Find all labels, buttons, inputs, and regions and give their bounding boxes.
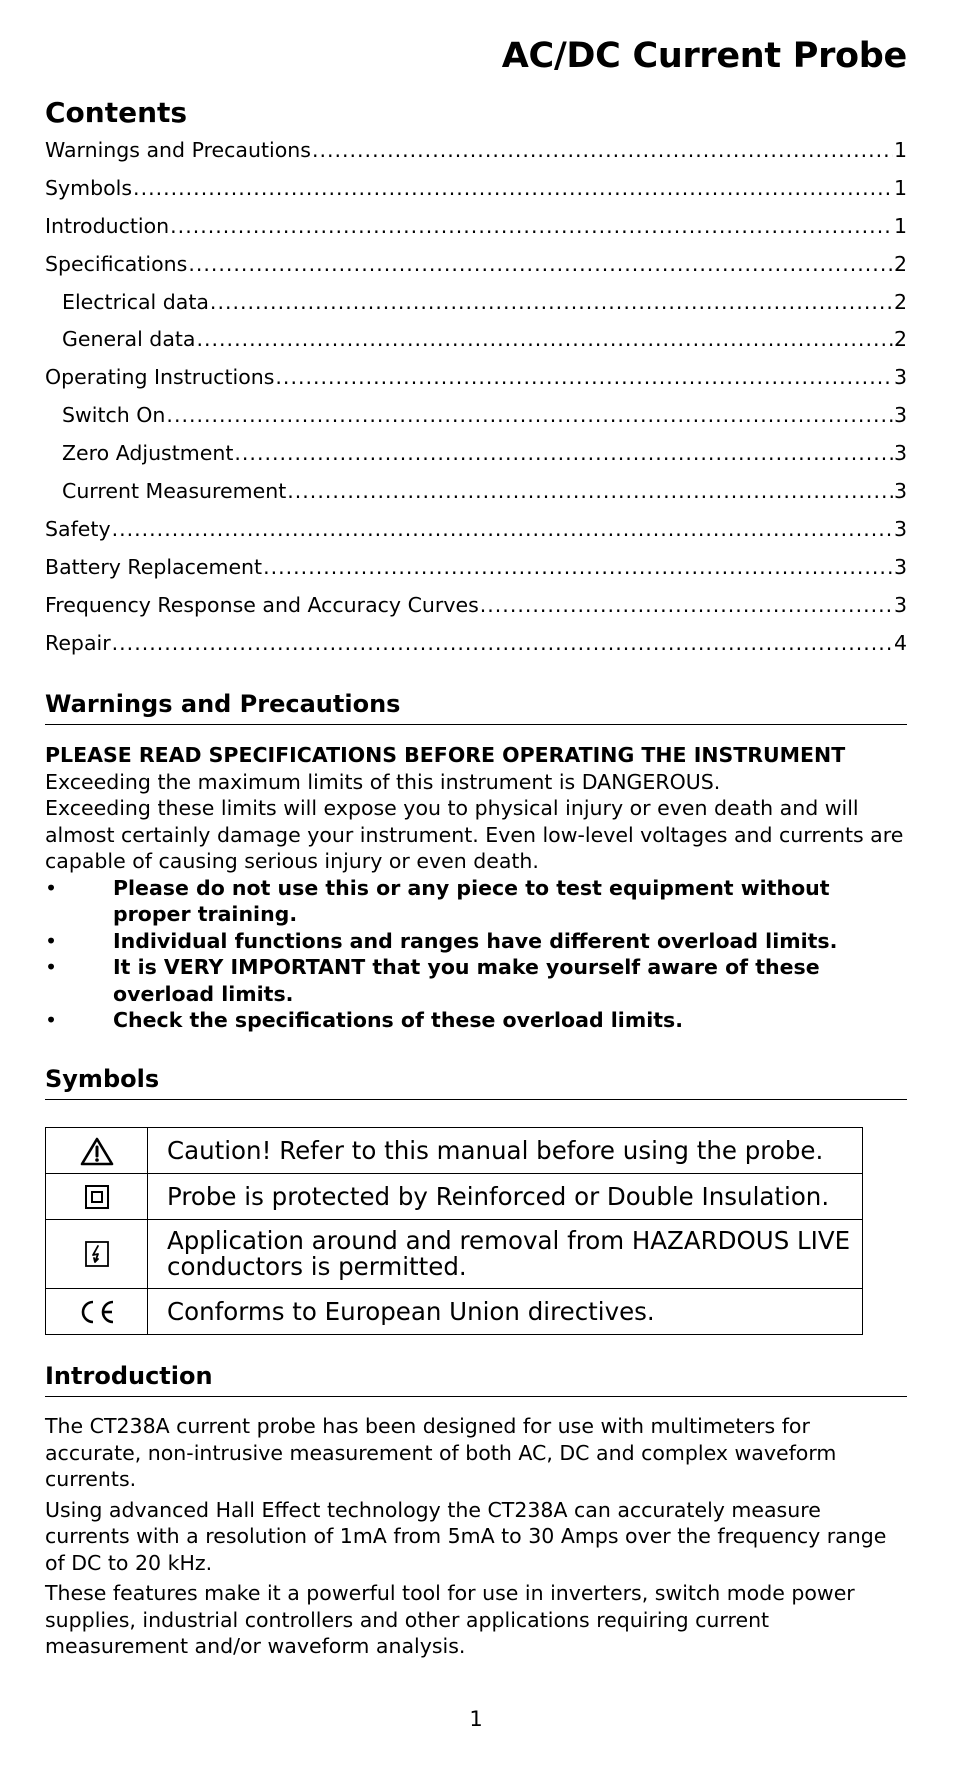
introduction-section: [45, 1413, 907, 1664]
intro-paragraph: The CT238A current probe has been designed for use with multimeters for accurate, non-intrusive measurement of both AC, DC and complex waveform currents.: [45, 1414, 837, 1491]
symbols-table: [45, 1127, 863, 1335]
hazardous-live-icon: [46, 1220, 148, 1289]
list-item: • Individual functions and ranges have different overload limits.: [45, 928, 838, 953]
warnings-section: [45, 742, 907, 1034]
list-item: • Please do not use this or any piece to test equipment without proper training.: [45, 875, 830, 926]
toc-entry-symbols[interactable]: Symbols ..... 1: [45, 174, 907, 212]
toc-entry-specifications[interactable]: Specifications ..... 2: [45, 250, 907, 288]
caution-triangle-icon: [46, 1128, 148, 1174]
warning-paragraph: Exceeding these limits will expose you to physical injury or even death and will almost certainly damage your instrument. Even low-level voltages and currents are capable of causing serious injury or even death.: [45, 796, 904, 873]
toc-entry-frequency-response[interactable]: Frequency Response and Accuracy Curves ..... 3: [45, 591, 907, 629]
toc-entry-repair[interactable]: Repair ..... 4: [45, 629, 907, 667]
symbol-description: Caution! Refer to this manual before using the probe.: [148, 1128, 863, 1174]
bullet-icon: •: [45, 928, 58, 953]
intro-paragraph: Using advanced Hall Effect technology the CT238A can accurately measure currents with a resolution of 1mA from 5mA to 30 Amps over the frequency range of DC to 20 kHz.: [45, 1497, 887, 1575]
toc-entry-zero-adjustment[interactable]: Zero Adjustment ..... 3: [45, 439, 907, 477]
warnings-heading: Warnings and Precautions: [45, 690, 907, 725]
warning-bullet-list: [45, 875, 907, 1034]
table-row: [46, 1128, 863, 1174]
table-row: [46, 1289, 863, 1335]
toc-entry-electrical-data[interactable]: Electrical data ..... 2: [45, 288, 907, 326]
toc-entry-current-measurement[interactable]: Current Measurement ..... 3: [45, 477, 907, 515]
table-row: [46, 1174, 863, 1220]
table-row: [46, 1220, 863, 1289]
ce-mark-icon: [46, 1289, 148, 1335]
list-item: • Check the specifications of these overload limits.: [45, 1008, 684, 1032]
symbol-description: Probe is protected by Reinforced or Double Insulation.: [148, 1174, 863, 1220]
document-title: AC/DC Current Probe: [501, 36, 907, 76]
page-number: 1: [469, 1707, 483, 1731]
contents-heading: Contents: [45, 96, 188, 129]
double-insulation-icon: [46, 1174, 148, 1220]
list-item: • It is VERY IMPORTANT that you make yourself aware of these overload limits.: [45, 955, 820, 1006]
warning-bold-line: PLEASE READ SPECIFICATIONS BEFORE OPERATING THE INSTRUMENT: [45, 743, 846, 767]
bullet-icon: •: [45, 955, 58, 979]
symbol-description: Application around and removal from HAZARDOUS LIVE conductors is permitted.: [148, 1220, 863, 1289]
toc-entry-operating-instructions[interactable]: Operating Instructions ..... 3: [45, 363, 907, 401]
toc-entry-safety[interactable]: Safety ..... 3: [45, 515, 907, 553]
warning-line: Exceeding the maximum limits of this instrument is DANGEROUS.: [45, 769, 721, 794]
table-of-contents: [45, 136, 907, 666]
bullet-icon: •: [45, 1008, 58, 1032]
symbols-heading: Symbols: [45, 1065, 907, 1100]
toc-entry-switch-on[interactable]: Switch On ..... 3: [45, 401, 907, 439]
bullet-icon: •: [45, 875, 58, 900]
toc-entry-battery-replacement[interactable]: Battery Replacement ..... 3: [45, 553, 907, 591]
symbol-description: Conforms to European Union directives.: [148, 1289, 863, 1335]
toc-entry-general-data[interactable]: General data ..... 2: [45, 325, 907, 363]
toc-entry-introduction[interactable]: Introduction ..... 1: [45, 212, 907, 250]
intro-paragraph: These features make it a powerful tool for use in inverters, switch mode power supplies, industrial controllers and other applications requiring current measurement and/or waveform analysis.: [45, 1581, 855, 1658]
toc-entry-warnings[interactable]: Warnings and Precautions ..... 1: [45, 136, 907, 174]
introduction-heading: Introduction: [45, 1362, 907, 1397]
